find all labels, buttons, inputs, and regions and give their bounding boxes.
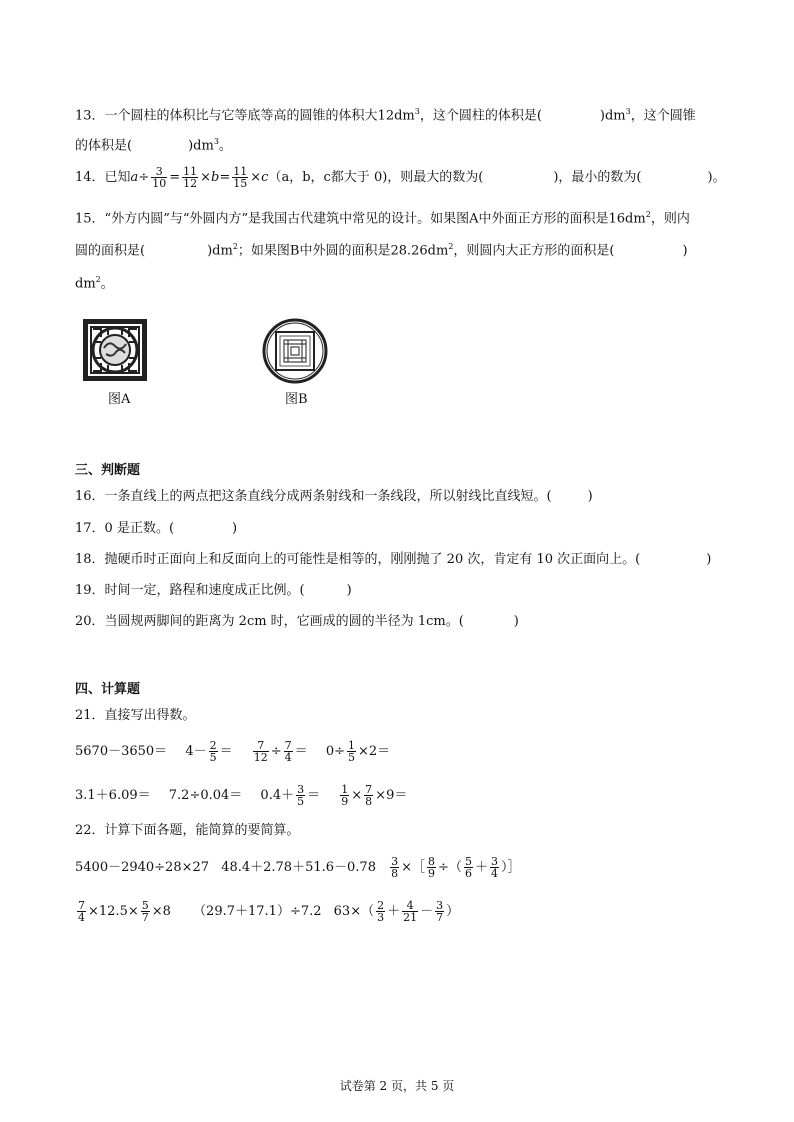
question-18: 18．抛硬币时正面向上和反面向上的可能性是相等的，刚刚抛了 20 次，肯定有 10 次正面向上。( ): [75, 552, 712, 567]
question-13-line2: 的体积是( )$dm^3$。: [75, 137, 232, 154]
question-21: 21．直接写出得数。: [75, 708, 196, 723]
question-15-line2: 圆的面积是( )$dm^2$；如果图B中外圆的面积是$28.26dm^2$，则圆内大正方形的面积是( ): [75, 242, 688, 259]
question-13-line1: 13．一个圆柱的体积比与它等底等高的圆锥的体积大$12dm^3$，这个圆柱的体积是( )$dm^3$，这个圆锥: [75, 107, 696, 124]
fraction: $\frac{3}{10}$: [152, 165, 167, 190]
section-4-title: 四、计算题: [75, 682, 141, 697]
figure-a-square-with-circle: [82, 318, 148, 382]
question-19: 19．时间一定，路程和速度成正比例。( ): [75, 583, 352, 598]
fraction: $\frac{11}{15}$: [233, 165, 248, 190]
page-footer: 试卷第 2 页，共 5 页: [339, 1079, 455, 1093]
calc-row-4: $\frac{7}{4}$ ×12.5× $\frac{5}{7}$ ×8 （29.7＋17.1）÷7.2 63×（ $\frac{2}{3}$ ＋ $\frac{4}{21}$ － $\frac{3}{7}$ ）: [78, 899, 460, 924]
calc-row-3: 5400－2940÷28×27 48.4＋2.78＋51.6－0.78 $\frac{3}{8}$ ×［ $\frac{8}{9}$ ÷（ $\frac{5}{6}$ ＋ $\frac{3}{4}$ ）］: [75, 855, 521, 880]
calc-row-1: 5670－3650＝ 4－ $\frac{2}{5}$ ＝ $\frac{7}{12}$ ÷ $\frac{7}{4}$ ＝ 0÷ $\frac{1}{5}$ ×2＝: [75, 739, 391, 764]
figure-b-circle-with-square: [262, 318, 328, 384]
question-14: 14．已知a÷ $\frac{3}{10}$ = $\frac{11}{12}$ ×b= $\frac{11}{15}$ ×c（a，b，c都大于 0)，则最大的数为( )，最小的数为( )。: [75, 165, 726, 190]
question-22: 22．计算下面各题，能简算的要简算。: [75, 823, 300, 838]
section-3-title: 三、判断题: [75, 463, 141, 478]
question-17: 17．0 是正数。( ): [75, 521, 238, 536]
calc-row-2: 3.1＋6.09＝ 7.2÷0.04＝ 0.4＋ $\frac{3}{5}$ ＝ $\frac{1}{9}$ × $\frac{7}{8}$ ×9＝: [75, 783, 408, 808]
question-16: 16．一条直线上的两点把这条直线分成两条射线和一条线段，所以射线比直线短。( ): [75, 489, 593, 504]
figure-b-caption: 图B: [285, 392, 308, 407]
question-15-line1: 15．“外方内圆”与“外圆内方”是我国古代建筑中常见的设计。如果图A中外面正方形的面积是$16dm^2$，则内: [75, 210, 690, 227]
figure-a-caption: 图A: [108, 392, 131, 407]
fraction: $\frac{11}{12}$: [183, 165, 198, 190]
question-15-line3: $dm^2$。: [75, 275, 114, 292]
question-20: 20．当圆规两脚间的距离为 2cm 时，它画成的圆的半径为 1cm。( ): [75, 614, 519, 629]
